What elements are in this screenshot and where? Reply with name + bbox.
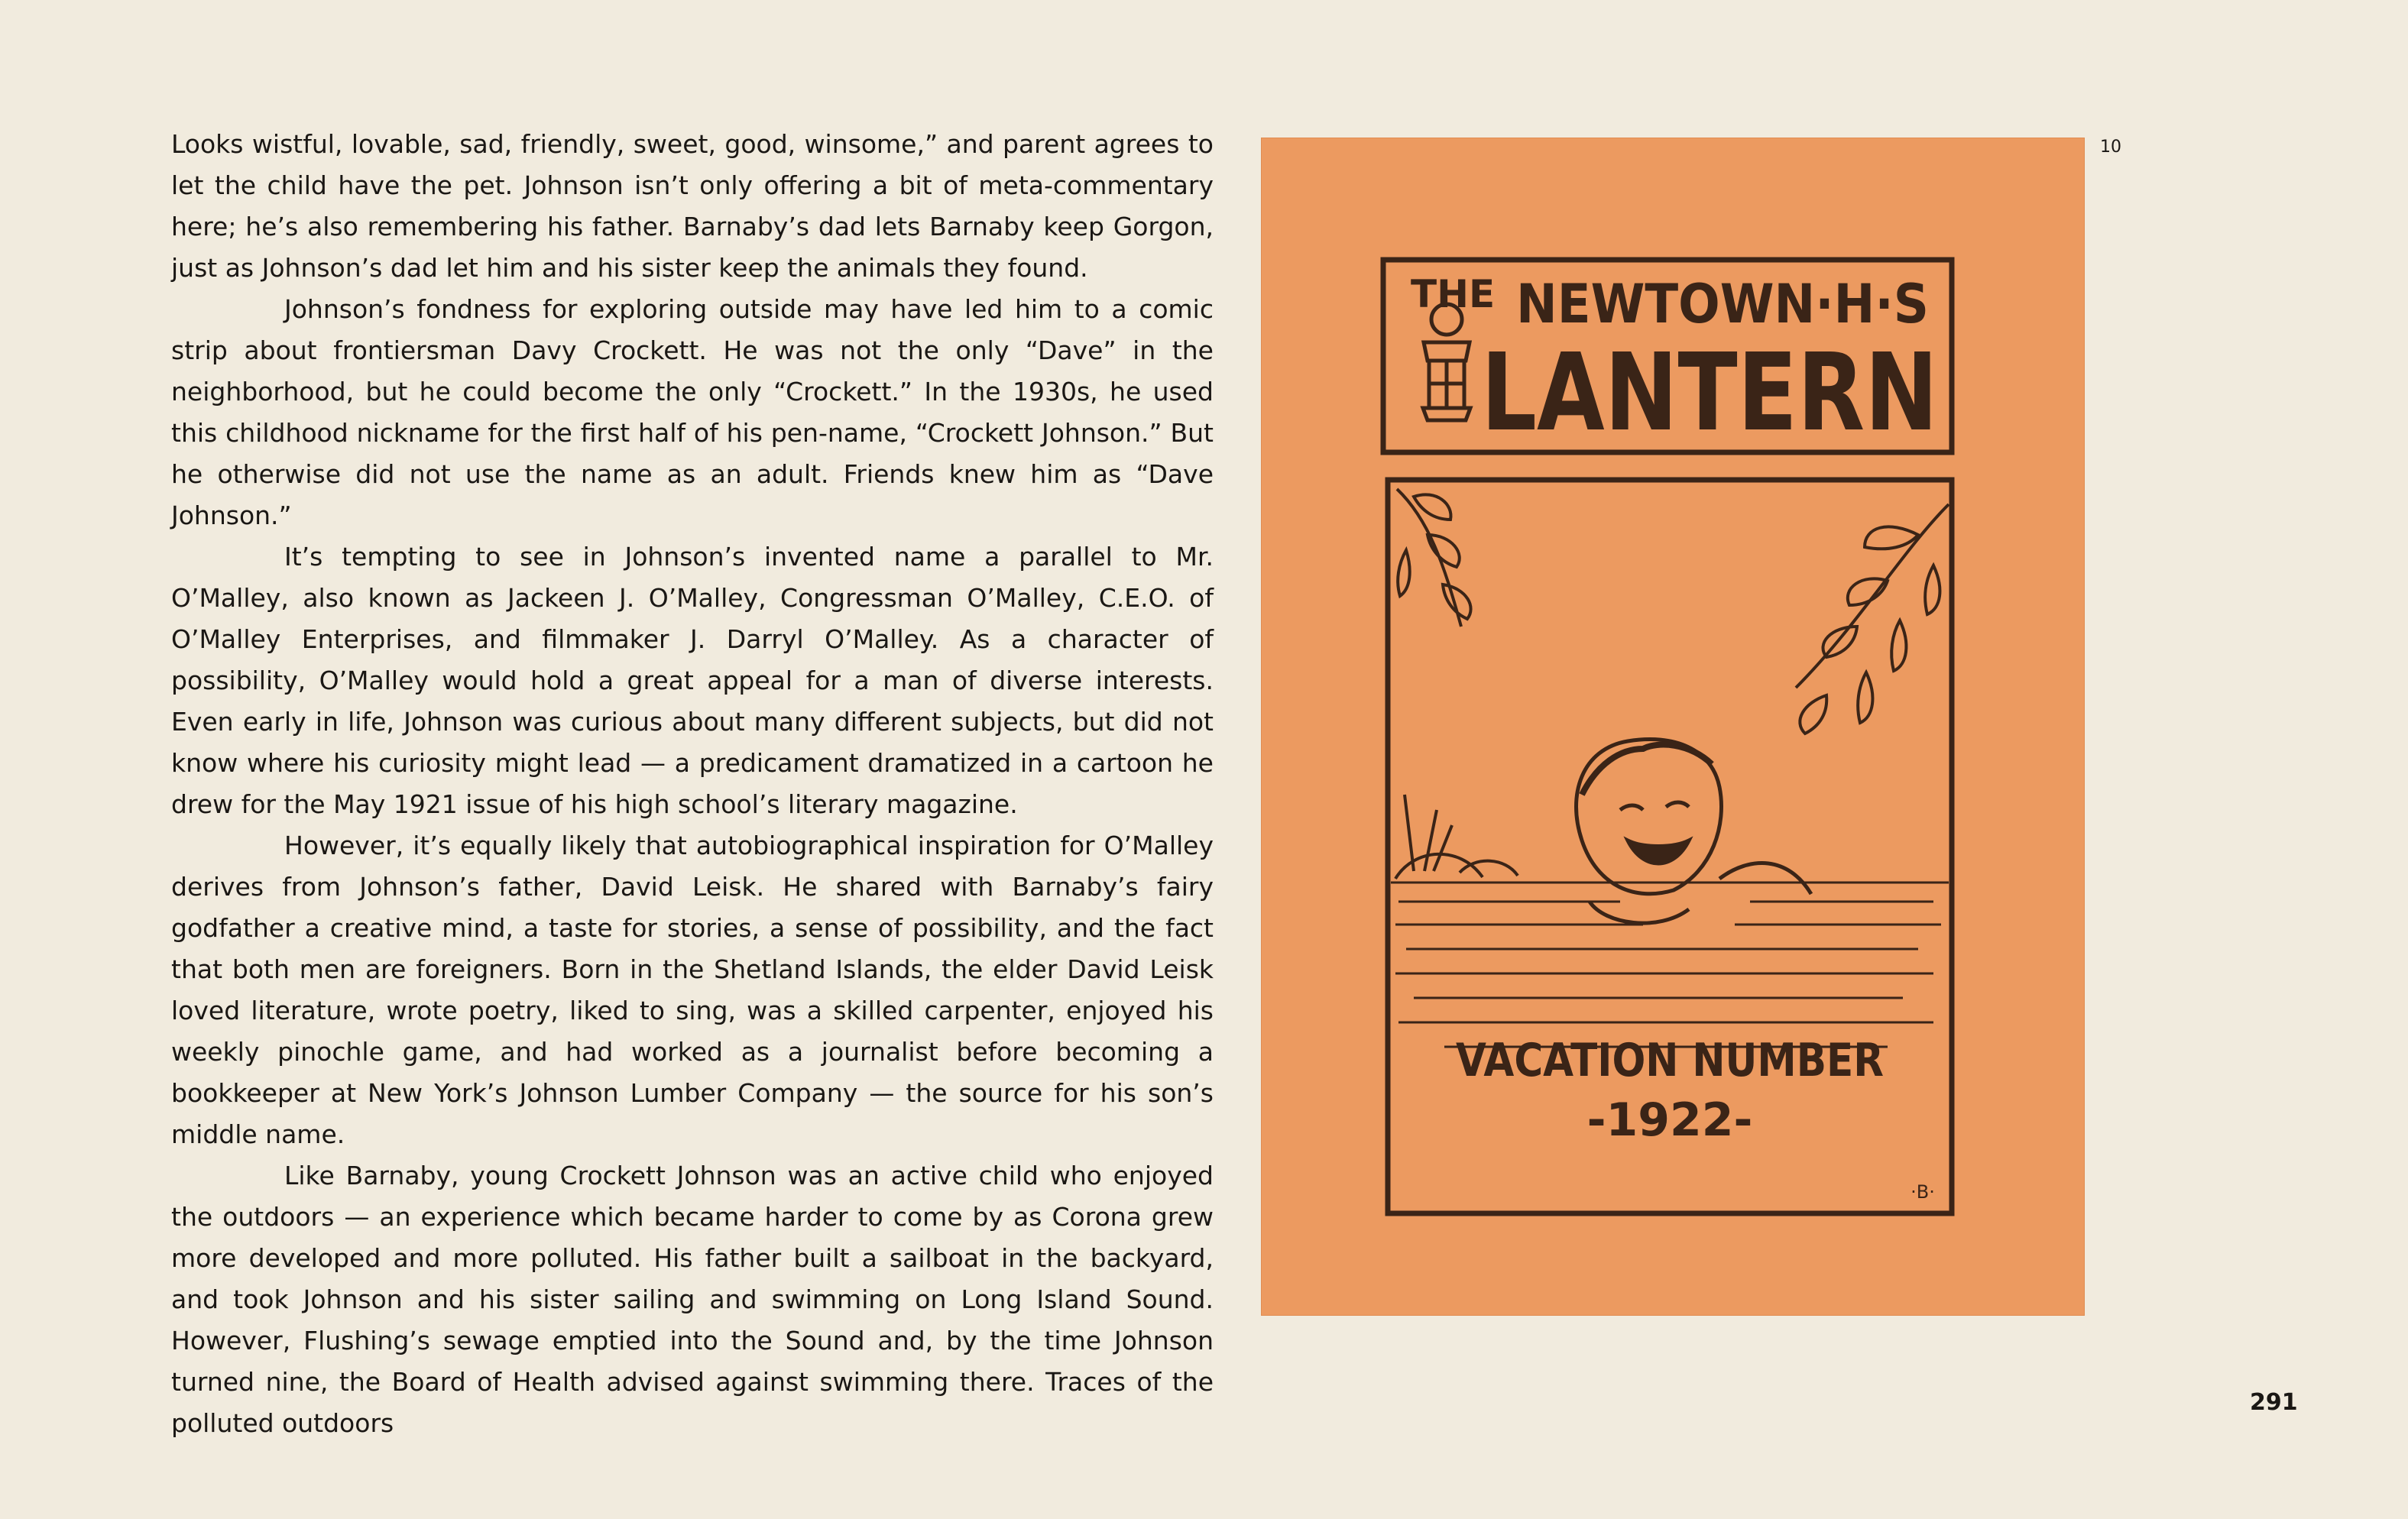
leaves-right-decoration [1796,504,1949,734]
artist-signature: ·B· [1911,1181,1935,1203]
masthead-title: LANTERN [1481,331,1938,455]
lantern-icon [1423,304,1470,420]
body-text-column [171,124,1214,1444]
paragraph: Like Barnaby, young Crockett Johnson was an active child who enjoyed the outdoors — an experience which became harder to come by as Corona grew more developed and more polluted. His father built a sailboat in the backyard, and took Johnson and his sister sailing and swimming on Long Island Sound. However, Flushing’s sewage emptied into the Sound and, by the time Johnson turned nine, the Board of Health advised against swimming there. Traces of the polluted outdoors [171,1161,1214,1438]
paragraph: Looks wistful, lovable, sad, friendly, sweet, good, winsome,” and parent agrees to let the child have the pet. Johnson isn’t only offering a bit of meta-commentary here; he’s also remembering his father. Barnaby’s dad lets Barnaby keep Gorgon, just as Johnson’s dad let him and his sister keep the animals they found. [171,129,1214,283]
cover-caption-title: VACATION NUMBER [1456,1034,1884,1087]
figure-number: 10 [2100,138,2121,157]
masthead-school: NEWTOWN·H·S [1516,273,1929,335]
paragraph: Johnson’s fondness for exploring outside may have led him to a comic strip about frontiersman Davy Crockett. He was not the only “Dave” in the neighborhood, but he could become the only “Crockett.” In the 1930s, he used this childhood nickname for the first half of his pen-name, “Crockett Johnson.” But he otherwise did not use the name as an adult. Friends knew him as “Dave Johnson.” [171,294,1214,530]
magazine-cover-figure [1261,138,2085,1316]
paragraph: It’s tempting to see in Johnson’s invented name a parallel to Mr. O’Malley, also known as Jackeen J. O’Malley, Congressman O’Malley, C.E.O. of O’Malley Enterprises, and filmmaker J. Darryl O’Malley. As a character of possibility, O’Malley would hold a great appeal for a man of diverse interests. Even early in life, Johnson was curious about many different subjects, but did not know where his curiosity might lead — a predicament dramatized in a cartoon he drew for the May 1921 issue of his high school’s literary magazine. [171,542,1214,819]
paragraph: However, it’s equally likely that autobiographical inspiration for O’Malley derives from Johnson’s father, David Leisk. He shared with Barnaby’s fairy godfather a creative mind, a taste for stories, a sense of possibility, and the fact that both men are foreigners. Born in the Shetland Islands, the elder David Leisk loved literature, wrote poetry, liked to sing, was a skilled carpenter, enjoyed his weekly pinochle game, and had worked as a journalist before becoming a bookkeeper at New York’s Johnson Lumber Company — the source for his son’s middle name. [171,831,1214,1149]
page-number: 291 [2250,1389,2298,1416]
shore-rocks [1395,795,1518,879]
masthead-the: THE [1411,272,1496,316]
magazine-cover-illustration [1261,138,2085,1316]
swimming-boy-drawing [1577,740,1812,924]
leaves-left-decoration [1397,489,1471,627]
cover-caption-year: -1922- [1586,1093,1753,1147]
water-lines [1391,883,1949,1047]
